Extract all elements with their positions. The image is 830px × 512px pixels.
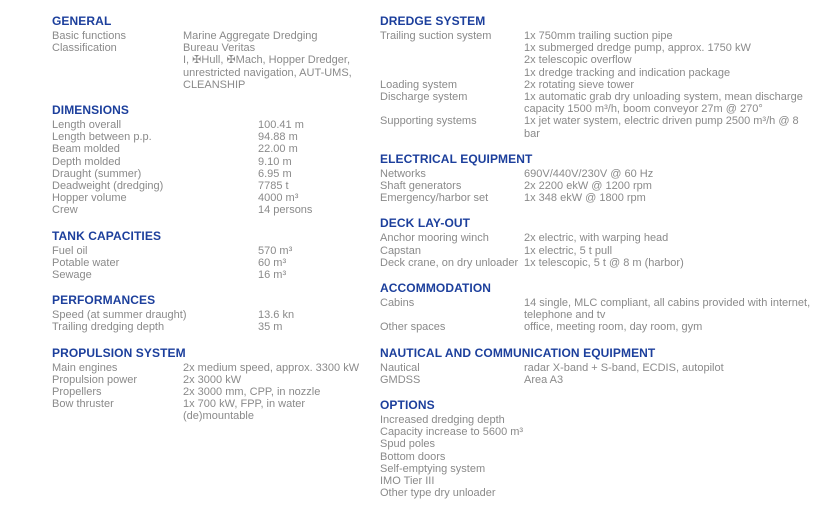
- spec-row: [380, 297, 826, 321]
- spec-row: [52, 143, 375, 155]
- spec-label: Sewage: [52, 269, 92, 282]
- spec-row: [380, 414, 826, 426]
- spec-value: 2x 3000 kW: [183, 373, 242, 386]
- spec-value: 7785 t: [258, 180, 289, 193]
- spec-label: Propulsion power: [52, 373, 137, 386]
- spec-label: Nautical: [380, 361, 420, 374]
- section-electrical-equipment: [380, 153, 826, 205]
- spec-row: [52, 168, 375, 180]
- section-title: NAUTICAL AND COMMUNICATION EQUIPMENT: [380, 345, 656, 360]
- spec-row: [380, 321, 826, 333]
- spec-row: [52, 42, 375, 91]
- section-accommodation: [380, 282, 826, 334]
- spec-value: Marine Aggregate Dredging: [183, 30, 318, 42]
- section-title: PROPULSION SYSTEM: [52, 345, 186, 360]
- spec-label: IMO Tier III: [380, 475, 435, 488]
- spec-row: [52, 269, 375, 281]
- section-title: TANK CAPACITIES: [52, 228, 162, 243]
- spec-value: 60 m³: [258, 256, 287, 269]
- section-title: OPTIONS: [380, 398, 435, 413]
- spec-label: Spud poles: [380, 438, 436, 451]
- spec-label: Propellers: [52, 386, 102, 399]
- spec-label: Supporting systems: [380, 115, 477, 128]
- spec-value: 1x 348 ekW @ 1800 rpm: [524, 192, 646, 205]
- spec-value: radar X-band + S-band, ECDIS, autopilot: [524, 361, 724, 374]
- spec-label: Self-emptying system: [380, 462, 486, 475]
- spec-label: Classification: [52, 42, 117, 55]
- spec-label: Main engines: [52, 361, 118, 374]
- spec-label: Anchor mooring winch: [380, 232, 489, 245]
- spec-label: Hopper volume: [52, 192, 127, 205]
- spec-value: 1x automatic grab dry unloading system, mean discharge capacity 1500 m³/h, boom conveyor 27m @ 270°: [524, 91, 803, 116]
- spec-label: Trailing dredging depth: [52, 321, 165, 334]
- spec-label: Increased dredging depth: [380, 414, 505, 427]
- section-dredge-system: [380, 15, 826, 140]
- section-general: [52, 15, 375, 91]
- spec-value: [183, 42, 352, 91]
- spec-row: [380, 91, 826, 115]
- section-propulsion-system: [52, 347, 375, 423]
- spec-row: [380, 257, 826, 269]
- spec-label: Other spaces: [380, 321, 446, 334]
- spec-value: [524, 30, 751, 79]
- spec-row: [52, 309, 375, 321]
- spec-label: Fuel oil: [52, 244, 88, 257]
- spec-row: [380, 362, 826, 374]
- spec-value: 1x telescopic, 5 t @ 8 m (harbor): [524, 256, 684, 269]
- spec-row: [380, 79, 826, 91]
- spec-value: 13.6 kn: [258, 309, 295, 322]
- spec-row: [52, 321, 375, 333]
- spec-value-line: 1x submerged dredge pump, approx. 1750 kW: [524, 42, 751, 55]
- spec-value: 22.00 m: [258, 143, 298, 156]
- spec-row: [52, 192, 375, 204]
- spec-label: Discharge system: [380, 91, 468, 104]
- section-dimensions: [52, 104, 375, 217]
- spec-label: Length between p.p.: [52, 131, 152, 144]
- spec-label: Networks: [380, 167, 426, 180]
- section-title: DECK LAY-OUT: [380, 216, 471, 231]
- section-title: DIMENSIONS: [52, 103, 130, 118]
- spec-row: [380, 374, 826, 386]
- spec-value: 570 m³: [258, 244, 293, 257]
- spec-value-line: I, ✠Hull, ✠Mach, Hopper Dredger,: [183, 54, 350, 67]
- spec-label: Deadweight (dredging): [52, 180, 164, 193]
- spec-value: 6.95 m: [258, 167, 292, 180]
- spec-value: 94.88 m: [258, 131, 298, 144]
- section-nautical-and-communication-equipment: [380, 347, 826, 386]
- spec-label: Emergency/harbor set: [380, 192, 489, 205]
- spec-label: Basic functions: [52, 30, 126, 42]
- section-title: ELECTRICAL EQUIPMENT: [380, 151, 533, 166]
- spec-value: 2x 3000 mm, CPP, in nozzle: [183, 386, 321, 399]
- spec-value: 1x jet water system, electric driven pump 2500 m³/h @ 8 bar: [524, 115, 799, 140]
- spec-row: [52, 257, 375, 269]
- spec-row: [380, 180, 826, 192]
- spec-label: Capstan: [380, 244, 421, 257]
- spec-row: [380, 30, 826, 79]
- spec-value: 100.41 m: [258, 119, 304, 132]
- spec-column-left: [52, 15, 375, 436]
- section-title: PERFORMANCES: [52, 293, 156, 308]
- spec-label: Length overall: [52, 119, 122, 132]
- spec-row: [52, 374, 375, 386]
- spec-row: [52, 131, 375, 143]
- spec-row: [380, 426, 826, 438]
- spec-value: 35 m: [258, 321, 283, 334]
- spec-value: Area A3: [524, 373, 564, 386]
- spec-label: Beam molded: [52, 143, 120, 156]
- spec-row: [380, 463, 826, 475]
- spec-value-line: 1x dredge tracking and indication package: [524, 66, 731, 79]
- spec-row: [52, 30, 375, 42]
- spec-column-right: [380, 15, 826, 512]
- spec-value-line: CLEANSHIP: [183, 78, 246, 91]
- spec-row: [380, 475, 826, 487]
- spec-label: Capacity increase to 5600 m³: [380, 426, 524, 439]
- spec-label: Bottom doors: [380, 450, 446, 463]
- spec-row: [380, 451, 826, 463]
- section-deck-lay-out: [380, 217, 826, 269]
- spec-value-line: Bureau Veritas: [183, 42, 256, 55]
- spec-row: [380, 245, 826, 257]
- spec-value: 2x electric, with warping head: [524, 232, 669, 245]
- spec-label: Crew: [52, 204, 78, 217]
- spec-row: [52, 156, 375, 168]
- spec-value: 2x 2200 ekW @ 1200 rpm: [524, 180, 652, 193]
- spec-value: 14 single, MLC compliant, all cabins provided with internet, telephone and tv: [524, 297, 811, 322]
- spec-label: Deck crane, on dry unloader: [380, 256, 519, 269]
- spec-row: [380, 438, 826, 450]
- spec-row: [380, 232, 826, 244]
- spec-value: 1x 700 kW, FPP, in water (de)mountable: [183, 398, 306, 423]
- spec-value: 14 persons: [258, 204, 313, 217]
- spec-value: 2x rotating sieve tower: [524, 78, 635, 91]
- spec-row: [52, 245, 375, 257]
- spec-value-line: 2x telescopic overflow: [524, 54, 632, 67]
- section-title: GENERAL: [52, 14, 112, 28]
- spec-label: Bow thruster: [52, 398, 114, 411]
- spec-row: [52, 180, 375, 192]
- spec-value: 1x electric, 5 t pull: [524, 244, 613, 257]
- spec-label: Depth molded: [52, 155, 121, 168]
- spec-label: Shaft generators: [380, 180, 462, 193]
- spec-row: [52, 386, 375, 398]
- spec-row: [52, 362, 375, 374]
- spec-value-line: unrestricted navigation, AUT-UMS,: [183, 66, 352, 79]
- section-title: ACCOMMODATION: [380, 281, 492, 296]
- spec-value: office, meeting room, day room, gym: [524, 321, 703, 334]
- spec-value: 4000 m³: [258, 192, 299, 205]
- section-performances: [52, 294, 375, 333]
- spec-label: Other type dry unloader: [380, 487, 496, 500]
- section-options: [380, 399, 826, 499]
- spec-row: [52, 119, 375, 131]
- spec-label: Cabins: [380, 297, 415, 310]
- spec-row: [380, 115, 826, 139]
- spec-row: [380, 168, 826, 180]
- spec-row: [52, 204, 375, 216]
- spec-value: 9.10 m: [258, 155, 292, 168]
- spec-row: [380, 487, 826, 499]
- spec-value-line: 1x 750mm trailing suction pipe: [524, 30, 673, 42]
- section-title: DREDGE SYSTEM: [380, 14, 486, 28]
- spec-value: 690V/440V/230V @ 60 Hz: [524, 167, 654, 180]
- spec-label: Potable water: [52, 256, 120, 269]
- spec-label: Loading system: [380, 78, 458, 91]
- spec-value: 16 m³: [258, 269, 287, 282]
- spec-label: GMDSS: [380, 373, 421, 386]
- spec-row: [52, 398, 375, 422]
- spec-row: [380, 192, 826, 204]
- spec-label: Speed (at summer draught): [52, 309, 187, 322]
- spec-value: 2x medium speed, approx. 3300 kW: [183, 361, 360, 374]
- section-tank-capacities: [52, 230, 375, 282]
- spec-label: Draught (summer): [52, 167, 142, 180]
- spec-label: Trailing suction system: [380, 30, 492, 42]
